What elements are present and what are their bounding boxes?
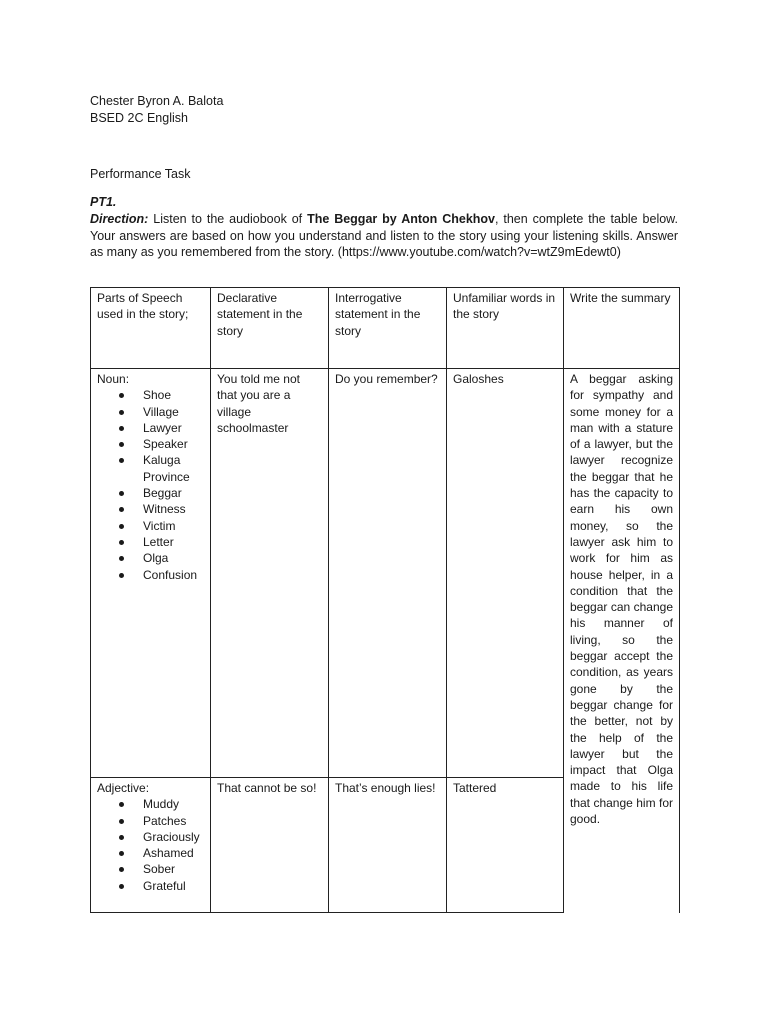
pos-label: Adjective: — [97, 781, 150, 795]
performance-task-table — [90, 287, 680, 913]
pt-label: PT1. — [90, 195, 117, 209]
header-unfamiliar-words: Unfamiliar words in the story — [447, 288, 564, 369]
list-item: Letter — [143, 534, 204, 550]
student-name: Chester Byron A. Balota — [90, 94, 224, 108]
direction-text-after: , then complete the table below. Your answers are based on how you understand and listen to the story using your listening skills. Answer as many as you remembered from the story. (https://www.youtube.com/watch?v=wtZ9mEdewt0) — [90, 212, 678, 259]
pos-list — [97, 387, 204, 583]
task-title: Performance Task — [90, 167, 191, 181]
list-item: Sober — [143, 861, 204, 877]
table-header-row — [91, 288, 680, 369]
header-summary: Write the summary — [564, 288, 680, 369]
list-item: Confusion — [143, 567, 204, 583]
list-item: Lawyer — [143, 420, 204, 436]
header-parts-of-speech: Parts of Speech used in the story; — [91, 288, 211, 369]
story-title: The Beggar by Anton Chekhov — [307, 212, 495, 226]
unfamiliar-word-cell: Galoshes — [447, 369, 564, 778]
parts-of-speech-cell — [91, 778, 211, 913]
header-interrogative: Interrogative statement in the story — [329, 288, 447, 369]
direction-text-before: Listen to the audiobook of — [148, 212, 308, 226]
pos-label: Noun: — [97, 372, 130, 386]
direction-label: Direction: — [90, 212, 149, 226]
list-item: Ashamed — [143, 845, 204, 861]
list-item: Village — [143, 404, 204, 420]
summary-cell: A beggar asking for sympathy and some money for a man with a stature of a lawyer, but the lawyer recognize the beggar that he has the capacity to earn his own money, so the lawyer ask him to work for him as house helper, in a condition that the beggar can change his manner of living, so the beggar accept the condition, as years gone by the beggar change for the better, not by the help of the lawyer but the impact that Olga made to his life that change him for good. — [564, 369, 680, 913]
pos-list — [97, 796, 204, 894]
list-item: Shoe — [143, 387, 204, 403]
list-item: Witness — [143, 501, 204, 517]
list-item: Olga — [143, 550, 204, 566]
declarative-cell: You told me not that you are a village schoolmaster — [211, 369, 329, 778]
declarative-cell: That cannot be so! — [211, 778, 329, 913]
interrogative-cell: Do you remember? — [329, 369, 447, 778]
list-item: Grateful — [143, 878, 204, 894]
direction-paragraph — [90, 211, 678, 261]
list-item: Graciously — [143, 829, 204, 845]
list-item: Beggar — [143, 485, 204, 501]
list-item: Muddy — [143, 796, 204, 812]
list-item: Victim — [143, 518, 204, 534]
list-item: Kaluga Province — [143, 452, 204, 485]
interrogative-cell: That’s enough lies! — [329, 778, 447, 913]
list-item: Speaker — [143, 436, 204, 452]
list-item: Patches — [143, 813, 204, 829]
parts-of-speech-cell — [91, 369, 211, 778]
table-row — [91, 369, 680, 778]
unfamiliar-word-cell: Tattered — [447, 778, 564, 913]
header-declarative: Declarative statement in the story — [211, 288, 329, 369]
course-section: BSED 2C English — [90, 111, 188, 125]
